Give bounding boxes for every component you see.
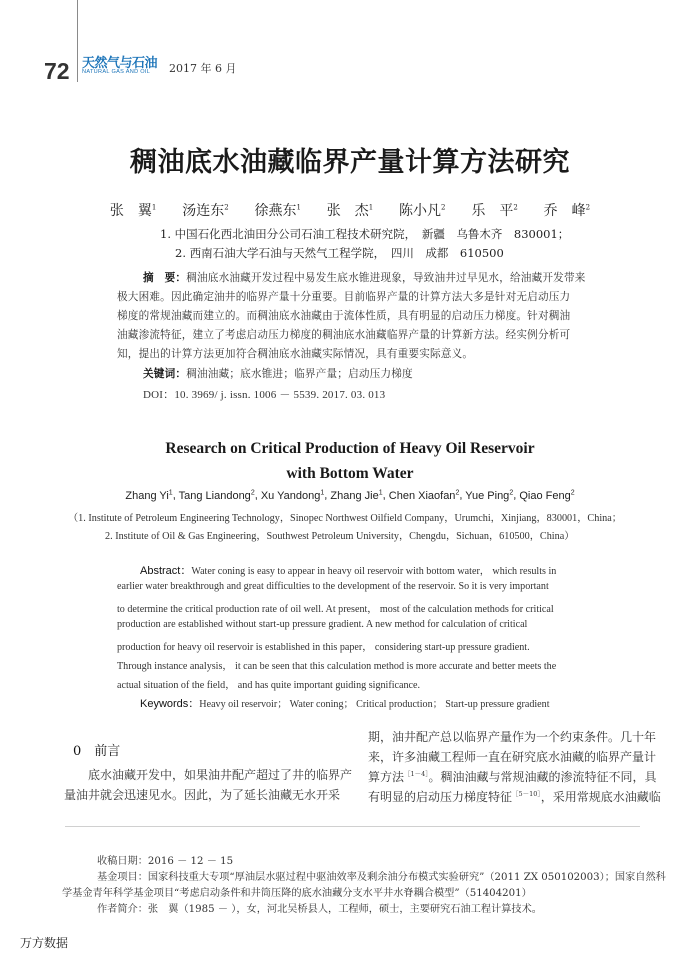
abstract-en-label: Abstract：	[140, 565, 192, 577]
affiliation-cn: 2. 西南石油大学石油与天然气工程学院， 四川 成都 610500	[175, 246, 504, 260]
abstract-cn-label: 摘 要：	[143, 272, 187, 284]
abstract-en-line: earlier water breakthrough and great difficulties to the development of the reservoir. So it is very important	[117, 581, 549, 592]
footnote-author-bio: 作者简介：张 翼（1985 － ），女，河北吴桥县人，工程师，硕士，主要研究石油工程计算技术。	[97, 904, 542, 915]
affiliation-cn: 1. 中国石化西北油田分公司石油工程技术研究院， 新疆 乌鲁木齐 830001；	[160, 227, 570, 241]
author-list-cn	[0, 200, 700, 220]
body-line: 算方法$^{[1-4]}$。稠油油藏与常规油藏的渗流特征不同，具	[368, 770, 657, 784]
author-cn: 张 杰$^1$	[326, 203, 374, 219]
keywords-cn-label: 关键词：	[143, 368, 187, 380]
keywords-cn: 关键词：稠油油藏；底水锥进；临界产量；启动压力梯度	[143, 368, 413, 380]
author-en: Yue Ping$^2$	[465, 489, 514, 502]
author-cn: 乐 平$^2$	[471, 203, 518, 219]
body-line: 底水油藏开发中，如果油井配产超过了井的临界产	[88, 768, 353, 782]
author-en: Tang Liandong$^2$	[178, 489, 255, 502]
author-cn: 陈小凡$^2$	[399, 203, 446, 219]
journal-name-cn: 天然气与石油	[82, 55, 158, 70]
footnote-received: 收稿日期：2016 － 12 － 15	[97, 856, 234, 867]
author-en: Zhang Yi$^1$	[125, 489, 173, 502]
citation-ref: ［1－4］	[404, 770, 429, 778]
author-en: Zhang Jie$^1$	[330, 489, 383, 502]
abstract-en-line: Abstract：Water coning is easy to appear in heavy oil reservoir with bottom water， which results in	[140, 565, 557, 577]
abstract-en-line: production for heavy oil reservoir is established in this paper， considering start-up pressure gradient.	[117, 642, 530, 653]
author-cn: 乔 峰$^2$	[543, 203, 591, 219]
abstract-en-line: production are established without start-up pressure gradient. A new method for calculation of critical	[117, 619, 528, 630]
abstract-en-line: to determine the critical production rate of oil well. At present， most of the calculation methods for critical	[117, 604, 554, 615]
abstract-cn-line: 知，提出的计算方法更加符合稠油底水油藏实际情况，具有重要实际意义。	[117, 348, 474, 360]
footnote-divider	[65, 826, 640, 827]
author-cn: 汤连东$^2$	[182, 203, 229, 219]
body-line: 量油井就会迅速见水。因此，为了延长油藏无水开采	[64, 788, 341, 802]
page-number: 72	[44, 58, 70, 84]
abstract-cn-line: 油藏渗流特征，建立了考虑启动压力梯度的稠油底水油藏临界产量的计算新方法。经实例分析可	[117, 329, 571, 341]
abstract-en-line: Through instance analysis， it can be seen that this calculation method is more accurate and better meets the	[117, 661, 557, 672]
paper-title-en: Research on Critical Production of Heavy Oil Reservoir with Bottom Water	[165, 440, 535, 482]
affiliation-en: 2. Institute of Oil & Gas Engineering，Southwest Petroleum University，Chengdu，Sichuan，610500，China）	[105, 531, 575, 542]
footnote-funding-cont: 学基金青年科学基金项目“考虑启动条件和井筒压降的底水油藏分支水平井水脊耦合模型”（51404201）	[62, 888, 532, 899]
keywords-en-label: Keywords：	[140, 698, 200, 710]
doi: DOI：10. 3969/ j. issn. 1006 － 5539. 2017. 03. 013	[143, 389, 386, 401]
author-list-en: Zhang Yi$^1$, Tang Liandong$^2$, Xu Yandong$^1$, Zhang Jie$^1$, Chen Xiaofan$^2$, Yue Ping$^2$, Qiao Feng$^2$	[125, 489, 575, 502]
body-line: 有明显的启动压力梯度特征$^{[5-10]}$，采用常规底水油藏临	[368, 790, 661, 804]
author-en: Qiao Feng$^2$	[519, 489, 575, 502]
paper-title-cn: 稠油底水油藏临界产量计算方法研究	[130, 147, 570, 178]
footnote-funding: 基金项目：国家科技重大专项“厚油层水驱过程中驱油效率及剩余油分布模式实验研究”（2011 ZX 050102003）；国家自然科	[97, 872, 666, 883]
body-line: 来，许多油藏工程师一直在研究底水油藏的临界产量计	[368, 750, 657, 764]
citation-ref: ［5－10］	[512, 790, 541, 798]
section-heading: 0 前言	[73, 744, 121, 759]
abstract-cn-line: 梯度的常规油藏而建立的。而稠油底水油藏由于流体性质，具有明显的启动压力梯度。针对稠油	[117, 310, 571, 322]
abstract-cn-line: 摘 要：稠油底水油藏开发过程中易发生底水锥进现象，导致油井过早见水，给油藏开发带来	[143, 272, 586, 284]
author-cn: 张 翼$^1$	[109, 203, 157, 219]
body-line: 期，油井配产总以临界产量作为一个约束条件。几十年	[368, 730, 657, 744]
header-divider	[77, 0, 78, 82]
author-en: Xu Yandong$^1$	[260, 489, 325, 502]
affiliation-en: （1. Institute of Petroleum Engineering Technology，Sinopec Northwest Oilfield Company，Urumchi，Xinjiang，830001，China；	[68, 513, 622, 524]
journal-name-en: NATURAL GAS AND OIL	[82, 69, 151, 75]
issue-date: 2017 年 6 月	[169, 62, 237, 75]
author-cn: 徐燕东$^1$	[254, 203, 301, 219]
keywords-en: Keywords：Heavy oil reservoir； Water coning； Critical production； Start-up pressure gradient	[140, 698, 550, 710]
author-en: Chen Xiaofan$^2$	[388, 489, 460, 502]
watermark: 万方数据	[20, 936, 69, 950]
abstract-en-line: actual situation of the field， and has quite important guiding significance.	[117, 680, 421, 691]
abstract-cn-line: 极大困难。因此确定油井的临界产量十分重要。目前临界产量的计算方法大多是针对无启动压力	[117, 291, 571, 303]
